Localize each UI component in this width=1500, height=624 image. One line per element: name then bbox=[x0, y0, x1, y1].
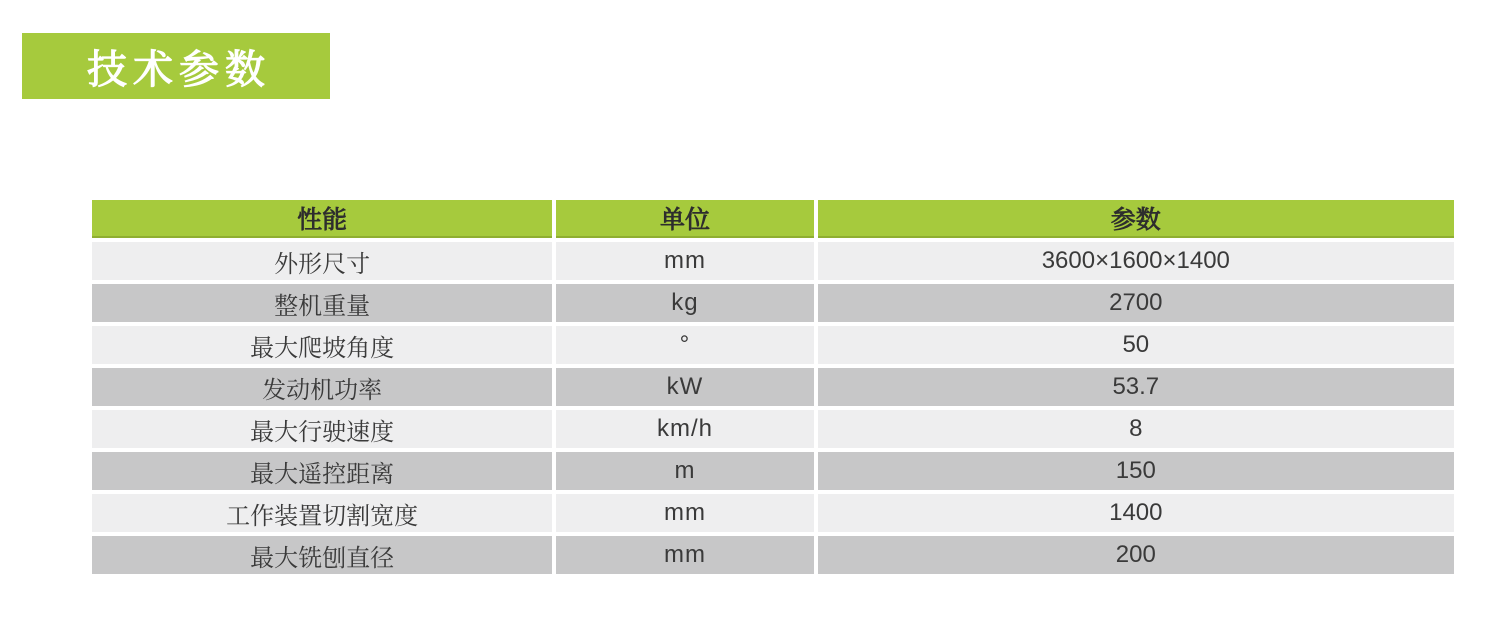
table-row bbox=[92, 242, 1454, 280]
spec-value: 150 bbox=[818, 452, 1454, 490]
column-header-unit: 单位 bbox=[556, 200, 813, 238]
spec-unit: mm bbox=[556, 494, 813, 532]
spec-name: 外形尺寸 bbox=[92, 242, 552, 280]
spec-value: 53.7 bbox=[818, 368, 1454, 406]
spec-value: 1400 bbox=[818, 494, 1454, 532]
spec-unit: kW bbox=[556, 368, 813, 406]
table-row bbox=[92, 452, 1454, 490]
spec-unit: mm bbox=[556, 536, 813, 574]
section-title: 技术参数 bbox=[87, 47, 271, 92]
spec-name: 最大行驶速度 bbox=[92, 410, 552, 448]
spec-value: 50 bbox=[818, 326, 1454, 364]
spec-unit: m bbox=[556, 452, 813, 490]
spec-name: 最大铣刨直径 bbox=[92, 536, 552, 574]
spec-name: 最大爬坡角度 bbox=[92, 326, 552, 364]
spec-value: 3600×1600×1400 bbox=[818, 242, 1454, 280]
column-header-performance: 性能 bbox=[92, 200, 552, 238]
table-row bbox=[92, 326, 1454, 364]
spec-unit: km/h bbox=[556, 410, 813, 448]
spec-value: 200 bbox=[818, 536, 1454, 574]
spec-value: 2700 bbox=[818, 284, 1454, 322]
spec-value: 8 bbox=[818, 410, 1454, 448]
table-row bbox=[92, 494, 1454, 532]
table-row bbox=[92, 410, 1454, 448]
spec-name: 最大遥控距离 bbox=[92, 452, 552, 490]
spec-name: 工作装置切割宽度 bbox=[92, 494, 552, 532]
spec-name: 发动机功率 bbox=[92, 368, 552, 406]
section-title-badge bbox=[22, 33, 330, 99]
spec-unit: kg bbox=[556, 284, 813, 322]
table-header-row bbox=[92, 200, 1454, 238]
spec-table bbox=[88, 196, 1458, 578]
table-row bbox=[92, 368, 1454, 406]
column-header-parameter: 参数 bbox=[818, 200, 1454, 238]
table-row bbox=[92, 536, 1454, 574]
spec-unit: mm bbox=[556, 242, 813, 280]
spec-name: 整机重量 bbox=[92, 284, 552, 322]
spec-unit: ° bbox=[556, 326, 813, 364]
table-row bbox=[92, 284, 1454, 322]
